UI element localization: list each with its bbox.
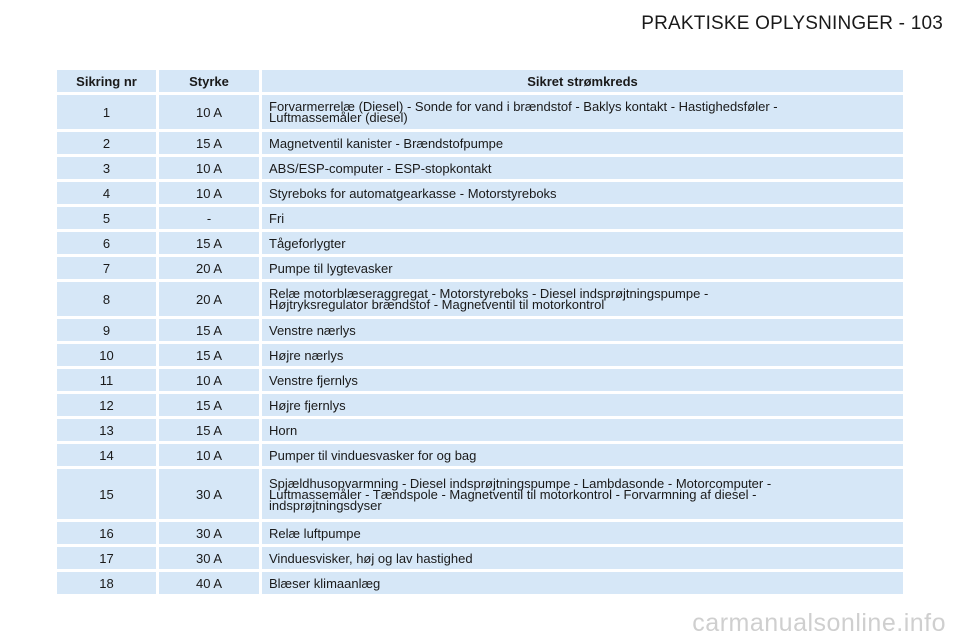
fuse-rating: 15 A bbox=[159, 132, 262, 154]
fuse-number: 16 bbox=[57, 522, 159, 544]
fuse-rating: 15 A bbox=[159, 232, 262, 254]
table-row bbox=[57, 132, 903, 154]
fuse-circuit: Blæser klimaanlæg bbox=[262, 572, 903, 594]
fuse-circuit: Venstre nærlys bbox=[262, 319, 903, 341]
fuse-rating: 10 A bbox=[159, 444, 262, 466]
fuse-number: 6 bbox=[57, 232, 159, 254]
table-row bbox=[57, 394, 903, 416]
fuse-circuit: Relæ luftpumpe bbox=[262, 522, 903, 544]
table-row bbox=[57, 547, 903, 569]
column-header-circuit: Sikret strømkreds bbox=[262, 70, 903, 92]
fuse-circuit: Magnetventil kanister - Brændstofpumpe bbox=[262, 132, 903, 154]
fuse-circuit: Højre fjernlys bbox=[262, 394, 903, 416]
table-row bbox=[57, 95, 903, 129]
fuse-number: 12 bbox=[57, 394, 159, 416]
fuse-circuit: Forvarmerrelæ (Diesel) - Sonde for vand i brændstof - Baklys kontakt - Hastighedsføler - Luftmassemåler (diesel) bbox=[262, 95, 903, 129]
table-header-row bbox=[57, 70, 903, 92]
fuse-rating: 40 A bbox=[159, 572, 262, 594]
fuse-number: 5 bbox=[57, 207, 159, 229]
table-row bbox=[57, 182, 903, 204]
table-row bbox=[57, 344, 903, 366]
table-row bbox=[57, 469, 903, 519]
fuse-rating: 20 A bbox=[159, 257, 262, 279]
fuse-number: 3 bbox=[57, 157, 159, 179]
fuse-rating: 15 A bbox=[159, 394, 262, 416]
fuse-rating: 15 A bbox=[159, 419, 262, 441]
fuse-number: 2 bbox=[57, 132, 159, 154]
fuse-circuit: Horn bbox=[262, 419, 903, 441]
fuse-circuit: Venstre fjernlys bbox=[262, 369, 903, 391]
fuse-circuit: Pumper til vinduesvasker for og bag bbox=[262, 444, 903, 466]
table-row bbox=[57, 207, 903, 229]
fuse-rating: - bbox=[159, 207, 262, 229]
fuse-number: 1 bbox=[57, 95, 159, 129]
column-header-rating: Styrke bbox=[159, 70, 262, 92]
fuse-rating: 10 A bbox=[159, 369, 262, 391]
fuse-number: 10 bbox=[57, 344, 159, 366]
table-row bbox=[57, 157, 903, 179]
table-row bbox=[57, 257, 903, 279]
fuse-rating: 10 A bbox=[159, 157, 262, 179]
fuse-circuit: Pumpe til lygtevasker bbox=[262, 257, 903, 279]
fuse-circuit: Spjældhusopvarmning - Diesel indsprøjtningspumpe - Lambdasonde - Motorcomputer - Luftmassemåler - Tændspole - Magnetventil til motorkontrol - Forvarmning af diesel - indsprøjtningsdyser bbox=[262, 469, 903, 519]
table-row bbox=[57, 232, 903, 254]
fuse-circuit: Styreboks for automatgearkasse - Motorstyreboks bbox=[262, 182, 903, 204]
table-row bbox=[57, 522, 903, 544]
column-header-fuse-number: Sikring nr bbox=[57, 70, 159, 92]
fuse-circuit: ABS/ESP-computer - ESP-stopkontakt bbox=[262, 157, 903, 179]
table-row bbox=[57, 572, 903, 594]
fuse-number: 15 bbox=[57, 469, 159, 519]
fuse-number: 13 bbox=[57, 419, 159, 441]
table-row bbox=[57, 419, 903, 441]
fuse-rating: 10 A bbox=[159, 182, 262, 204]
fuse-rating: 20 A bbox=[159, 282, 262, 316]
fuse-number: 8 bbox=[57, 282, 159, 316]
table-row bbox=[57, 319, 903, 341]
fuse-rating: 15 A bbox=[159, 344, 262, 366]
fuse-rating: 10 A bbox=[159, 95, 262, 129]
fuse-number: 14 bbox=[57, 444, 159, 466]
fuse-number: 17 bbox=[57, 547, 159, 569]
watermark: carmanualsonline.info bbox=[692, 609, 946, 637]
fuse-circuit: Vinduesvisker, høj og lav hastighed bbox=[262, 547, 903, 569]
table-row bbox=[57, 282, 903, 316]
fuse-number: 11 bbox=[57, 369, 159, 391]
fuse-table bbox=[57, 67, 903, 597]
fuse-rating: 30 A bbox=[159, 522, 262, 544]
fuse-number: 18 bbox=[57, 572, 159, 594]
page-title: PRAKTISKE OPLYSNINGER - 103 bbox=[641, 13, 943, 34]
fuse-circuit: Højre nærlys bbox=[262, 344, 903, 366]
fuse-number: 7 bbox=[57, 257, 159, 279]
fuse-rating: 15 A bbox=[159, 319, 262, 341]
table-row bbox=[57, 444, 903, 466]
fuse-circuit: Tågeforlygter bbox=[262, 232, 903, 254]
fuse-rating: 30 A bbox=[159, 469, 262, 519]
fuse-number: 9 bbox=[57, 319, 159, 341]
fuse-number: 4 bbox=[57, 182, 159, 204]
fuse-rating: 30 A bbox=[159, 547, 262, 569]
fuse-circuit: Fri bbox=[262, 207, 903, 229]
table-row bbox=[57, 369, 903, 391]
fuse-circuit: Relæ motorblæseraggregat - Motorstyreboks - Diesel indsprøjtningspumpe - Højtryksregulator brændstof - Magnetventil til motorkontrol bbox=[262, 282, 903, 316]
